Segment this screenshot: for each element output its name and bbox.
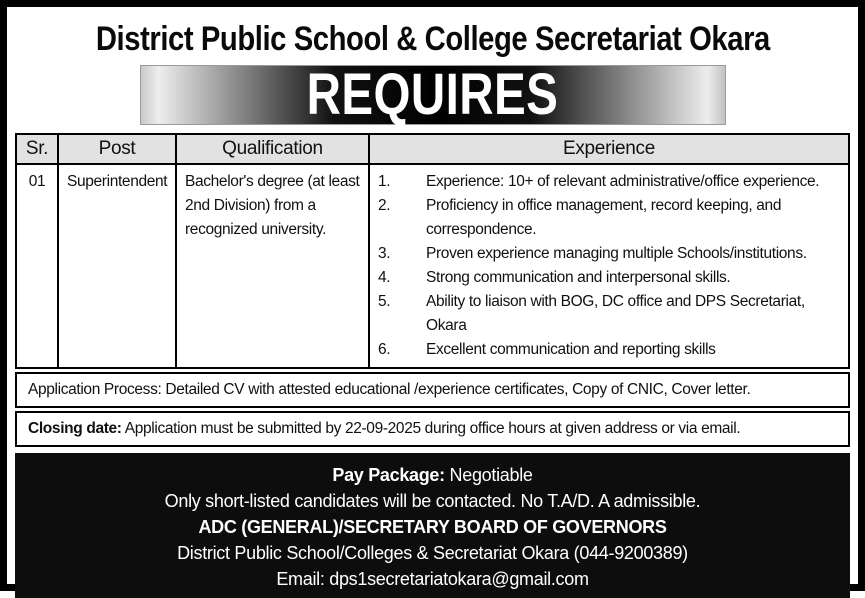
issuing-authority: ADC (GENERAL)/SECRETARY BOARD OF GOVERNORS <box>198 517 667 537</box>
cell-post: Superintendent <box>58 164 176 368</box>
column-header-experience: Experience <box>369 134 849 164</box>
page-title <box>15 17 850 61</box>
requirements-table <box>15 133 850 369</box>
address-phone-line: District Public School/Colleges & Secretariat Okara (044-9200389) <box>177 543 688 563</box>
application-process-text: Detailed CV with attested educational /experience certificates, Copy of CNIC, Cover letter. <box>165 381 751 398</box>
cell-experience <box>369 164 849 368</box>
cell-sr: 01 <box>16 164 58 368</box>
experience-item-text: Experience: 10+ of relevant administrative/office experience. <box>426 173 820 190</box>
experience-item-number: 6. <box>378 341 391 358</box>
experience-item-text: Ability to liaison with BOG, DC office and DPS Secretariat, Okara <box>426 293 805 334</box>
experience-item-number: 4. <box>378 269 391 286</box>
footer-contact-block <box>15 453 850 598</box>
column-header-post: Post <box>58 134 176 164</box>
application-process-row <box>15 372 850 408</box>
experience-item-number: 2. <box>378 197 391 214</box>
experience-item <box>378 242 840 266</box>
experience-item <box>378 170 840 194</box>
table-header-row <box>16 134 849 164</box>
experience-item-number: 5. <box>378 293 391 310</box>
experience-item <box>378 194 840 242</box>
shortlist-note: Only short-listed candidates will be contacted. No T.A/D. A admissible. <box>164 491 701 511</box>
table-row <box>16 164 849 368</box>
application-process-label: Application Process: <box>28 381 162 398</box>
pay-package-line <box>23 462 842 488</box>
experience-item-text: Excellent communication and reporting skills <box>426 341 716 358</box>
requires-banner-text: REQUIRES <box>306 62 559 127</box>
cell-qualification: Bachelor's degree (at least 2nd Division) from a recognized university. <box>176 164 369 368</box>
email-label: Email: <box>276 569 325 589</box>
closing-date-row <box>15 411 850 447</box>
closing-date-text: Application must be submitted by 22-09-2025 during office hours at given address or via email. <box>124 420 741 437</box>
experience-item <box>378 338 840 362</box>
experience-item <box>378 266 840 290</box>
email-line <box>23 566 842 592</box>
column-header-qualification: Qualification <box>176 134 369 164</box>
experience-item <box>378 290 840 338</box>
experience-item-text: Proven experience managing multiple Schools/institutions. <box>426 245 807 262</box>
experience-item-number: 1. <box>378 173 391 190</box>
page-title-text: District Public School & College Secretariat Okara <box>95 20 770 58</box>
pay-package-value: Negotiable <box>449 465 533 485</box>
column-header-sr: Sr. <box>16 134 58 164</box>
experience-item-text: Proficiency in office management, record keeping, and correspondence. <box>426 197 782 238</box>
closing-date-label: Closing date: <box>28 420 122 437</box>
requires-banner <box>140 62 726 127</box>
experience-item-number: 3. <box>378 245 391 262</box>
pay-package-label: Pay Package: <box>332 465 445 485</box>
email-address: dps1secretariatokara@gmail.com <box>329 569 589 589</box>
experience-item-text: Strong communication and interpersonal skills. <box>426 269 731 286</box>
